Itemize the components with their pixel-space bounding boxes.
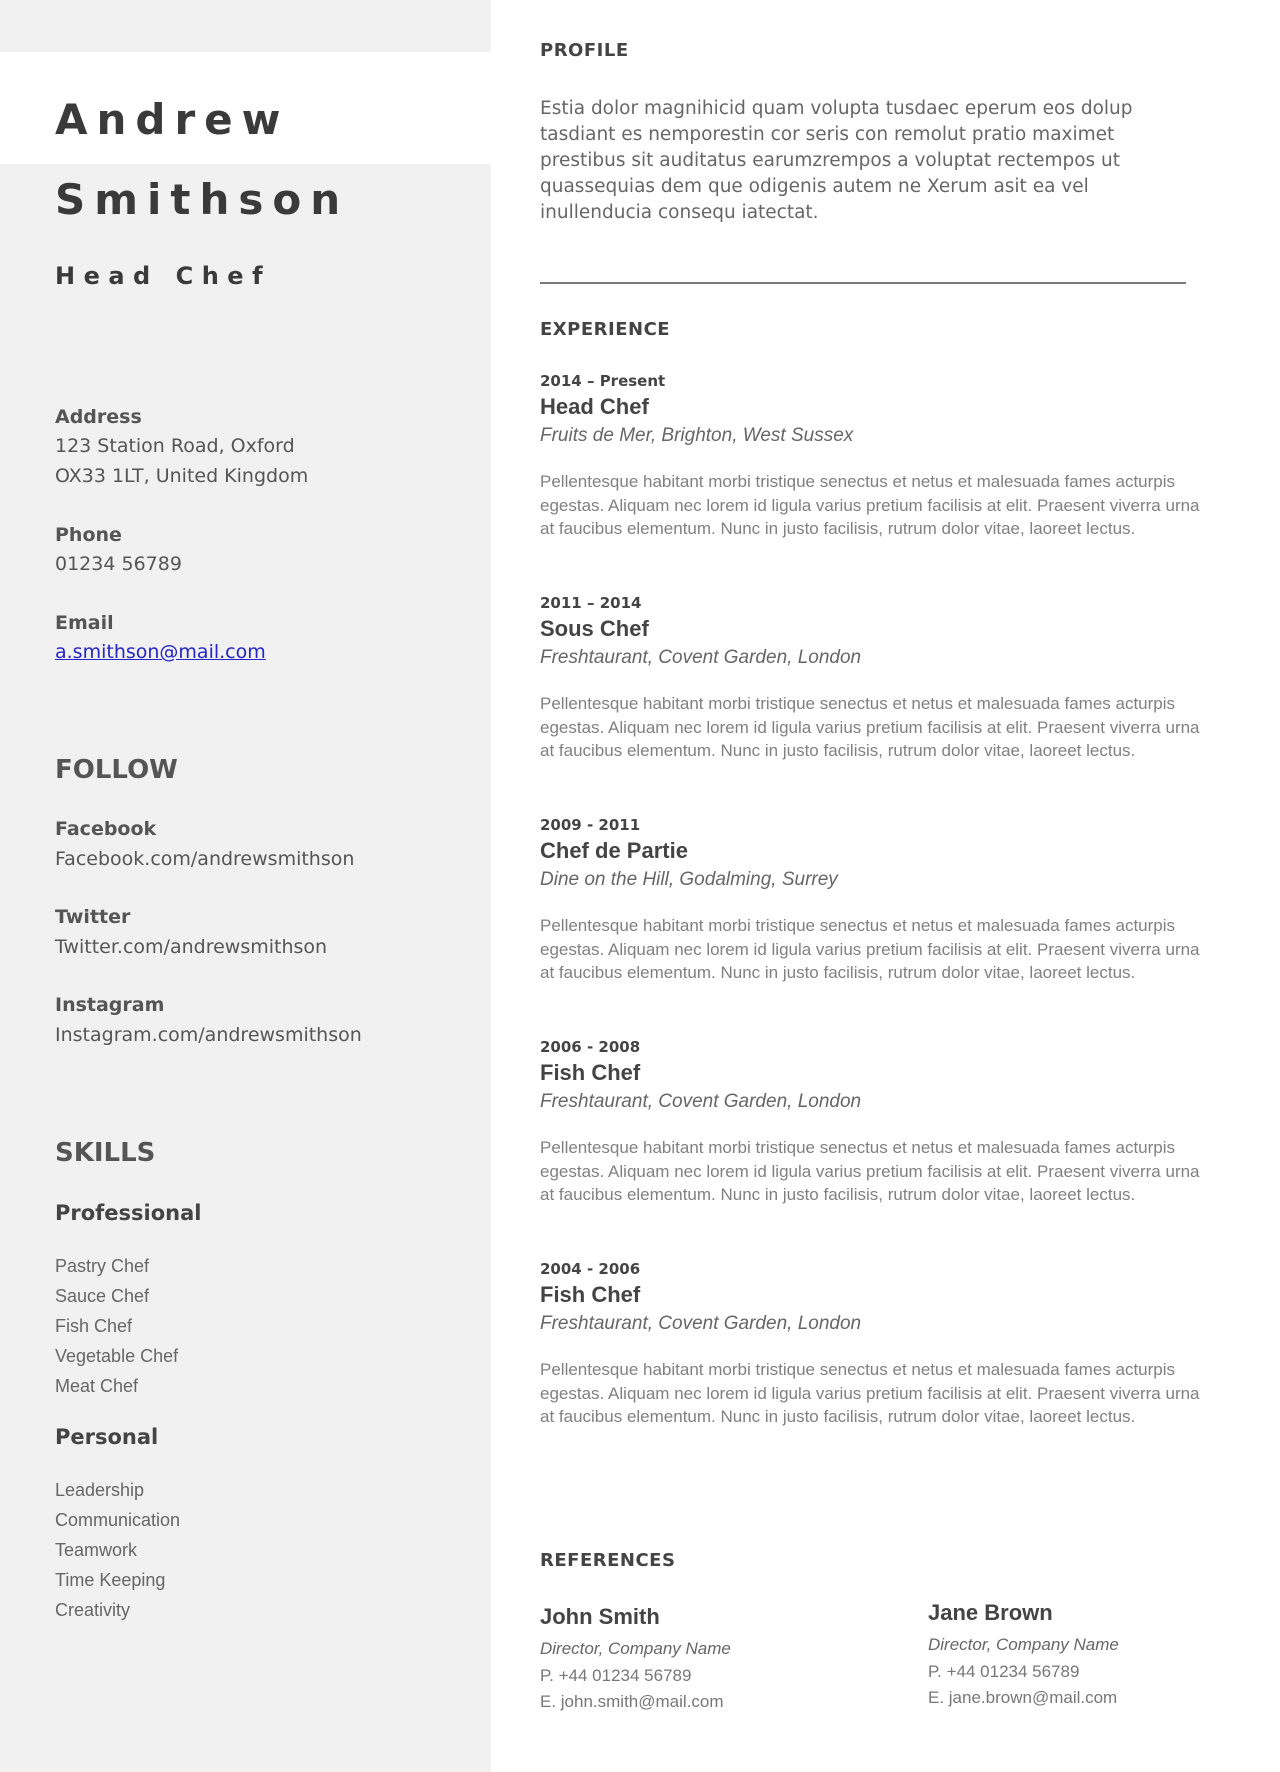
email-label: Email [55, 612, 114, 634]
experience-company: Dine on the Hill, Godalming, Surrey [540, 869, 838, 890]
experience-description: Pellentesque habitant morbi tristique senectus et netus et malesuada fames acturpis egestas. Aliquam nec lorem id ligula varius pretium facilisis at elit. Praesent viverra urna at faucibus elementum. Nunc in justo facilisis, rutrum dolor vitae, laoreet lectus. [540, 1138, 1200, 1205]
experience-company: Freshtaurant, Covent Garden, London [540, 647, 862, 668]
facebook-label: Facebook [55, 818, 157, 840]
address-label: Address [55, 406, 142, 428]
first-name: Andrew [55, 95, 290, 144]
skill-item: Pastry Chef [55, 1256, 150, 1276]
experience-date: 2004 - 2006 [540, 1260, 641, 1278]
reference-phone: P. +44 01234 56789 [540, 1666, 692, 1685]
skill-item: Vegetable Chef [55, 1346, 179, 1366]
skill-item: Meat Chef [55, 1376, 139, 1396]
phone-label: Phone [55, 524, 122, 546]
experience-description: Pellentesque habitant morbi tristique senectus et netus et malesuada fames acturpis egestas. Aliquam nec lorem id ligula varius pretium facilisis at elit. Praesent viverra urna at faucibus elementum. Nunc in justo facilisis, rutrum dolor vitae, laoreet lectus. [540, 694, 1200, 761]
experience-company: Freshtaurant, Covent Garden, London [540, 1313, 862, 1334]
skill-item: Creativity [55, 1600, 131, 1620]
experience-title: Chef de Partie [540, 838, 688, 863]
experience-description: Pellentesque habitant morbi tristique senectus et netus et malesuada fames acturpis egestas. Aliquam nec lorem id ligula varius pretium facilisis at elit. Praesent viverra urna at faucibus elementum. Nunc in justo facilisis, rutrum dolor vitae, laoreet lectus. [540, 472, 1200, 539]
last-name: Smithson [55, 175, 350, 224]
experience-company: Freshtaurant, Covent Garden, London [540, 1091, 862, 1112]
facebook-url[interactable]: Facebook.com/andrewsmithson [55, 848, 355, 870]
reference-email: E. jane.brown@mail.com [928, 1688, 1118, 1707]
skill-item: Communication [55, 1510, 181, 1530]
experience-description: Pellentesque habitant morbi tristique senectus et netus et malesuada fames acturpis egestas. Aliquam nec lorem id ligula varius pretium facilisis at elit. Praesent viverra urna at faucibus elementum. Nunc in justo facilisis, rutrum dolor vitae, laoreet lectus. [540, 916, 1200, 983]
instagram-label: Instagram [55, 994, 165, 1016]
experience-date: 2006 - 2008 [540, 1038, 641, 1056]
profile-text: Estia dolor magnihicid quam volupta tusdaec eperum eos dolup tasdiant es nemporestin cor seris con remolut pratio maximet prestibus sit auditatus earumzrempos a voluptat rectempos ut quassequias dem que odigenis autem ne Xerum asit ea vel inullenducia consequ iatectat. [540, 98, 1133, 223]
professional-heading: Professional [55, 1201, 202, 1225]
experience-description: Pellentesque habitant morbi tristique senectus et netus et malesuada fames acturpis egestas. Aliquam nec lorem id ligula varius pretium facilisis at elit. Praesent viverra urna at faucibus elementum. Nunc in justo facilisis, rutrum dolor vitae, laoreet lectus. [540, 1360, 1200, 1427]
twitter-label: Twitter [55, 906, 131, 928]
personal-heading: Personal [55, 1425, 159, 1449]
skill-item: Sauce Chef [55, 1286, 150, 1306]
experience-title: Fish Chef [540, 1282, 641, 1307]
instagram-url[interactable]: Instagram.com/andrewsmithson [55, 1024, 362, 1046]
twitter-url[interactable]: Twitter.com/andrewsmithson [55, 936, 328, 958]
reference-name: Jane Brown [928, 1600, 1053, 1625]
phone-value: 01234 56789 [55, 553, 182, 575]
skill-item: Leadership [55, 1480, 145, 1500]
profile-heading: PROFILE [540, 40, 629, 61]
skill-item: Fish Chef [55, 1316, 133, 1336]
reference-role: Director, Company Name [540, 1639, 731, 1658]
skill-item: Teamwork [55, 1540, 138, 1560]
address-line-1: 123 Station Road, Oxford [55, 435, 295, 457]
email-link[interactable]: a.smithson@mail.com [55, 641, 266, 663]
job-title: Head Chef [55, 262, 272, 290]
reference-name: John Smith [540, 1604, 660, 1629]
experience-title: Sous Chef [540, 616, 649, 641]
follow-heading: FOLLOW [55, 755, 178, 785]
experience-title: Fish Chef [540, 1060, 641, 1085]
reference-phone: P. +44 01234 56789 [928, 1662, 1080, 1681]
experience-title: Head Chef [540, 394, 649, 419]
skills-heading: SKILLS [55, 1138, 156, 1168]
skill-item: Time Keeping [55, 1570, 166, 1590]
experience-date: 2014 – Present [540, 372, 666, 390]
section-divider [540, 282, 1186, 284]
experience-company: Fruits de Mer, Brighton, West Sussex [540, 425, 854, 446]
experience-date: 2009 - 2011 [540, 816, 641, 834]
references-heading: REFERENCES [540, 1550, 676, 1571]
address-line-2: OX33 1LT, United Kingdom [55, 465, 309, 487]
reference-email: E. john.smith@mail.com [540, 1692, 724, 1711]
experience-date: 2011 – 2014 [540, 594, 642, 612]
experience-heading: EXPERIENCE [540, 319, 671, 340]
reference-role: Director, Company Name [928, 1635, 1119, 1654]
